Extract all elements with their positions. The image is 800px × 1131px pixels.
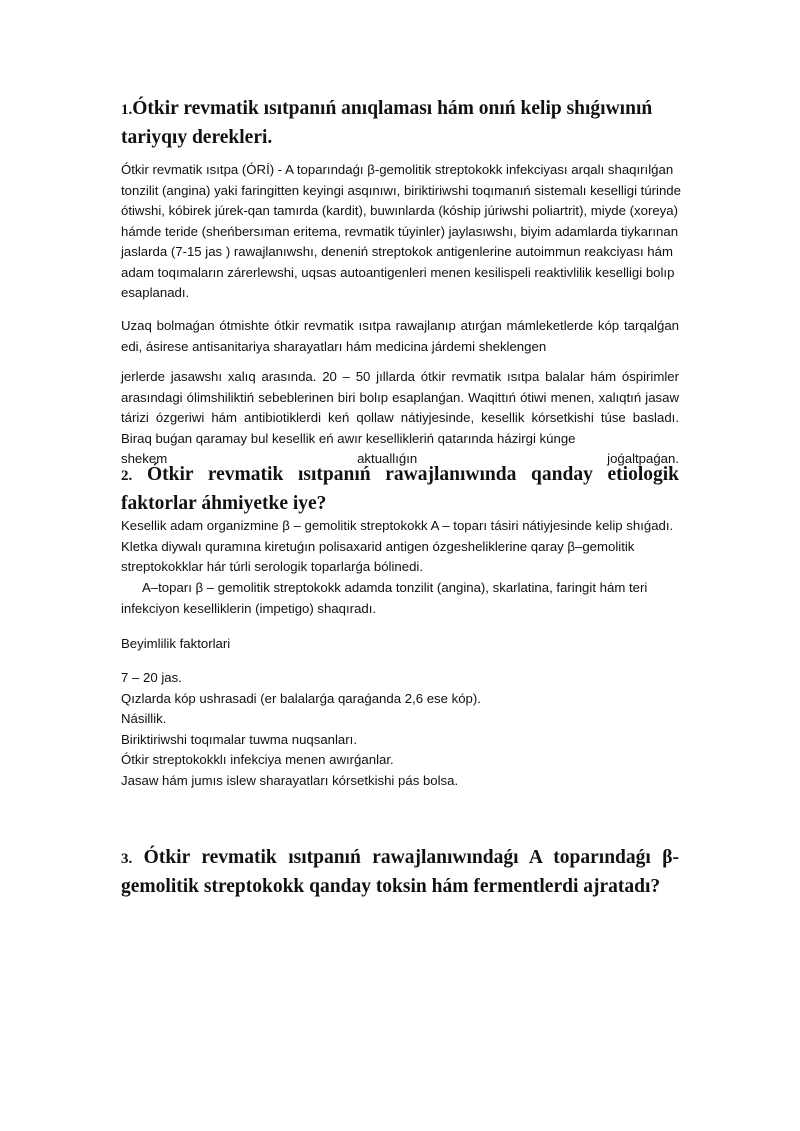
section-1-paragraph-2: Uzaq bolmaǵan ótmishte ótkir revmatik ısıtpa rawajlanıp atırǵan mámleketlerde kóp tarqalǵan edi, ásirese antisanitariya sharayatları hám medicina járdemi sheklengen: [121, 318, 679, 354]
section-2-title: Ótkir revmatik ısıtpanıń rawajlanıwında qanday etiologik faktorlar áhmiyetke iye?: [121, 464, 679, 514]
section-2-number: 2.: [121, 468, 133, 484]
section-1-paragraph-1: Ótkir revmatik ısıtpa (ÓRÍ) - A toparındaǵı β-gemolitik streptokokk infekciyası arqalı shaqırılǵan tonzilit (angina) yaki faringitten keyingi asqınıwı, biriktiriwshi toqımanıń sistemalı keselligi túrinde ótiwshi, kóbirek júrek-qan tamırda (kardit), buwınlarda (kóship júriwshi poliartrit), miyde (xoreya) hámde teride (sheńbersıman eritema, revmatik túyinler) jaylasıwshı, biyim adamlarda tiykarınan jaslarda (7-15 jas ) rawajlanıwshı, deneniń streptokok antigenlerine autoimmun reakciyası hám adam toqımaların zárerlewshi, uqsas autoantigenleri menen kesilispeli reaktivlilik keselligi bolıp esaplanadı.: [121, 162, 681, 300]
factor-item: Jasaw hám jumıs islew sharayatları kórsetkishi pás bolsa.: [121, 772, 459, 788]
factor-item: 7 – 20 jas.: [121, 670, 182, 685]
section-3-heading: [121, 844, 679, 900]
section-3-title: Ótkir revmatik ısıtpanıń rawajlanıwındaǵı A toparındaǵı β-gemolitik streptokokk qanday toksin hám fermentlerdi ajratadı?: [121, 847, 679, 897]
factors-list: [121, 668, 681, 791]
section-1-title: Ótkir revmatik ısıtpanıń anıqlaması hám onıń kelip shıǵıwınıń tariyqıy derekleri.: [121, 98, 653, 148]
factor-item: Biriktiriwshi toqımalar tuwma nuqsanları.: [121, 731, 357, 747]
factors-heading: Beyimlilik faktorlari: [121, 636, 231, 651]
section-1-paragraph-3: jerlerde jasawshı xalıq arasında. 20 – 50 jıllarda ótkir revmatik ısıtpa balalar hám óspirimler arasındagi ólimshiliktiń sebeblerinen biri bolıp esaplanǵan. Waqittıń ótiwi menen, xalıqtıń jasaw tárizi ózgeriwi hám antibiotiklerdi keń qollaw nátiyjesinde, kesellik kórsetkishi túse basladı. Biraq buǵan qaramay bul kesellik eń awır kesellikleriń qatarında házirgi kúnge: [121, 369, 679, 446]
section-1-heading: [121, 95, 681, 151]
section-1-number: 1.: [121, 102, 133, 118]
section-2-heading: [121, 461, 679, 517]
section-3-number: 3.: [121, 851, 133, 867]
factor-item: Násillik.: [121, 711, 167, 726]
section-2-paragraph-1: Kesellik adam organizmine β – gemolitik streptokokk A – toparı tásiri nátiyjesinde kelip shıǵadı. Kletka diywalı quramına kiretuǵın polisaxarid antigen ózgesheliklerine qaray β–gemolitik streptokokklar hár túrli serologik toparlarǵa bólinedi.: [121, 518, 674, 574]
factor-item: Ótkir streptokokklı infekciya menen awırǵanlar.: [121, 752, 394, 767]
section-1-paragraph-3-last-line: shekem aktuallıǵın joǵaltpaǵan.: [121, 451, 679, 466]
section-1-paragraph-3-block: [121, 367, 679, 470]
section-2-paragraph-2: A–toparı β – gemolitik streptokokk adamda tonzilit (angina), skarlatina, faringit hám teri infekciyon keselliklerin (impetigo) shaqıradı.: [121, 580, 648, 616]
factor-item: Qızlarda kóp ushrasadi (er balalarǵa qaraǵanda 2,6 ese kóp).: [121, 690, 481, 706]
